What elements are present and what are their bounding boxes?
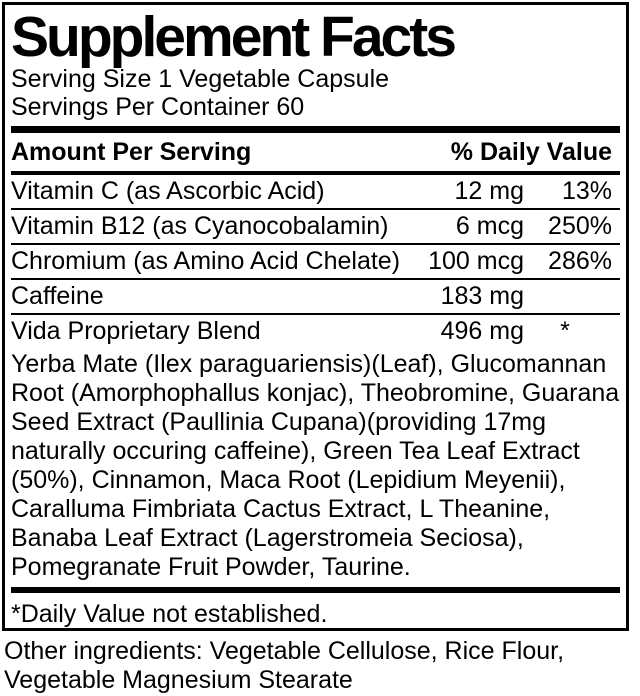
supplement-facts-panel <box>2 2 629 631</box>
blend-description-line: Yerba Mate (Ilex paraguariensis)(Leaf), Glucomannan <box>11 350 607 378</box>
table-row <box>11 245 620 280</box>
nutrient-daily-value: 13% <box>561 177 612 205</box>
nutrient-name: Chromium (as Amino Acid Chelate) <box>11 247 401 275</box>
blend-description-line: Pomegranate Fruit Powder, Taurine. <box>11 553 411 581</box>
amount-per-serving-header: Amount Per Serving <box>11 138 252 166</box>
table-row <box>11 315 620 348</box>
blend-description-line: Root (Amorphophallus konjac), Theobromine, Guarana <box>11 379 620 407</box>
blend-description-line: Banaba Leaf Extract (Lagerstromeia Seciosa), <box>11 524 524 552</box>
panel-title: Supplement Facts <box>11 5 454 69</box>
nutrient-daily-value: 250% <box>548 212 612 240</box>
nutrient-name: Caffeine <box>11 282 104 310</box>
table-header-row <box>11 133 620 171</box>
daily-value-header: % Daily Value <box>450 138 612 166</box>
nutrient-name: Vitamin C (as Ascorbic Acid) <box>11 177 325 205</box>
nutrient-daily-value: 286% <box>548 247 612 275</box>
blend-description-line: naturally occuring caffeine), Green Tea Leaf Extract <box>11 437 580 465</box>
nutrient-amount: 183 mg <box>440 282 524 310</box>
nutrient-amount: 100 mcg <box>428 247 524 275</box>
table-row <box>11 210 620 245</box>
serving-size: Serving Size 1 Vegetable Capsule <box>11 65 390 93</box>
thick-rule-top <box>11 126 620 133</box>
table-row <box>11 175 620 210</box>
table-row <box>11 280 620 315</box>
blend-description-line: Seed Extract (Paullinia Cupana)(providing 17mg <box>11 408 547 436</box>
nutrient-name: Vida Proprietary Blend <box>11 317 261 345</box>
blend-description-line: (50%), Cinnamon, Maca Root (Lepidium Meyenii), <box>11 466 566 494</box>
proprietary-blend-description <box>11 350 620 582</box>
blend-description-line: Caralluma Fimbriata Cactus Extract, L Theanine, <box>11 495 551 523</box>
servings-per-container: Servings Per Container 60 <box>11 93 305 121</box>
nutrient-amount: 12 mg <box>454 177 524 205</box>
nutrient-amount: 496 mg <box>440 317 524 345</box>
nutrient-daily-value: * <box>560 317 570 345</box>
daily-value-footnote: *Daily Value not established. <box>11 600 328 628</box>
other-ingredients: Other ingredients: Vegetable Cellulose, Rice Flour, Vegetable Magnesium Stearate <box>4 637 565 694</box>
nutrient-amount: 6 mcg <box>455 212 524 240</box>
nutrient-name: Vitamin B12 (as Cyanocobalamin) <box>11 212 389 240</box>
